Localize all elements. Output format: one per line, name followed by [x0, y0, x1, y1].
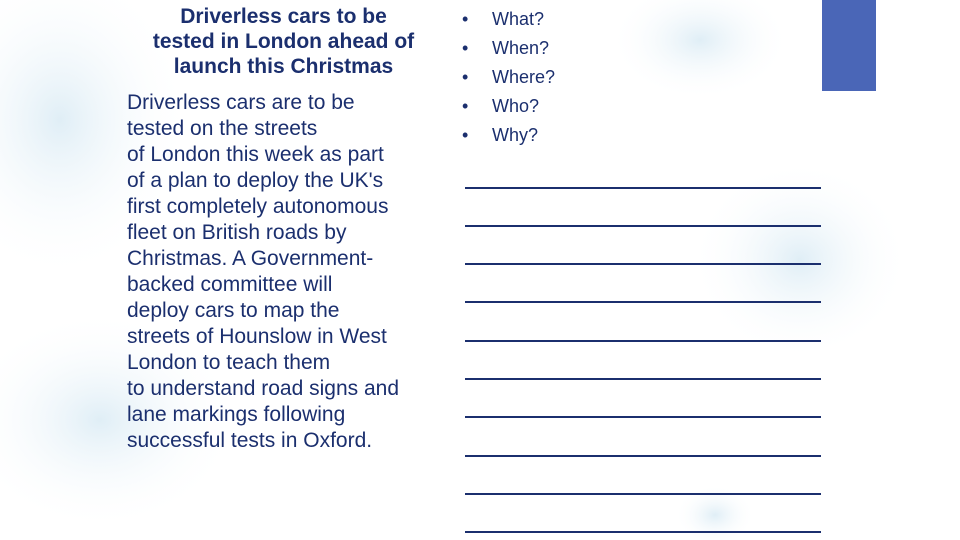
article-line: Driverless cars are to be: [127, 91, 355, 114]
article-line: Christmas. A Government-: [127, 247, 374, 270]
list-item: [462, 121, 555, 150]
question-list: [462, 5, 555, 150]
question-label: Who?: [492, 96, 540, 116]
question-label: Why?: [492, 125, 539, 145]
article-line: of London this week as part: [127, 143, 384, 166]
background-blob: [610, 0, 790, 100]
article-body: [127, 90, 447, 454]
bullet-icon: •: [462, 96, 469, 116]
question-label: What?: [492, 9, 545, 29]
headline-line: Driverless cars to be: [180, 5, 387, 28]
answer-line: [465, 301, 821, 303]
headline: [126, 4, 441, 79]
answer-line: [465, 340, 821, 342]
article-line: tested on the streets: [127, 117, 318, 140]
list-item: [462, 63, 555, 92]
list-item: [462, 92, 555, 121]
question-label: When?: [492, 38, 550, 58]
article-line: to understand road signs and: [127, 377, 400, 400]
article-line: backed committee will: [127, 273, 333, 296]
article-line: lane markings following: [127, 403, 346, 426]
bullet-icon: •: [462, 125, 469, 145]
answer-line: [465, 493, 821, 495]
answer-line: [465, 263, 821, 265]
article-line: of a plan to deploy the UK's: [127, 169, 384, 192]
headline-line: launch this Christmas: [173, 55, 394, 78]
list-item: [462, 5, 555, 34]
answer-line: [465, 455, 821, 457]
article-line: streets of Hounslow in West: [127, 325, 387, 348]
background-blob: [690, 160, 910, 360]
article-line: deploy cars to map the: [127, 299, 340, 322]
bullet-icon: •: [462, 9, 469, 29]
answer-line: [465, 187, 821, 189]
accent-block: [822, 0, 876, 91]
bullet-icon: •: [462, 38, 469, 58]
list-item: [462, 34, 555, 63]
headline-line: tested in London ahead of: [152, 30, 415, 53]
answer-line: [465, 225, 821, 227]
article-line: fleet on British roads by: [127, 221, 347, 244]
bullet-icon: •: [462, 67, 469, 87]
answer-line: [465, 378, 821, 380]
article-line: London to teach them: [127, 351, 331, 374]
article-line: first completely autonomous: [127, 195, 389, 218]
answer-line: [465, 416, 821, 418]
article-line: successful tests in Oxford.: [127, 429, 373, 452]
question-label: Where?: [492, 67, 556, 87]
answer-line: [465, 531, 821, 533]
